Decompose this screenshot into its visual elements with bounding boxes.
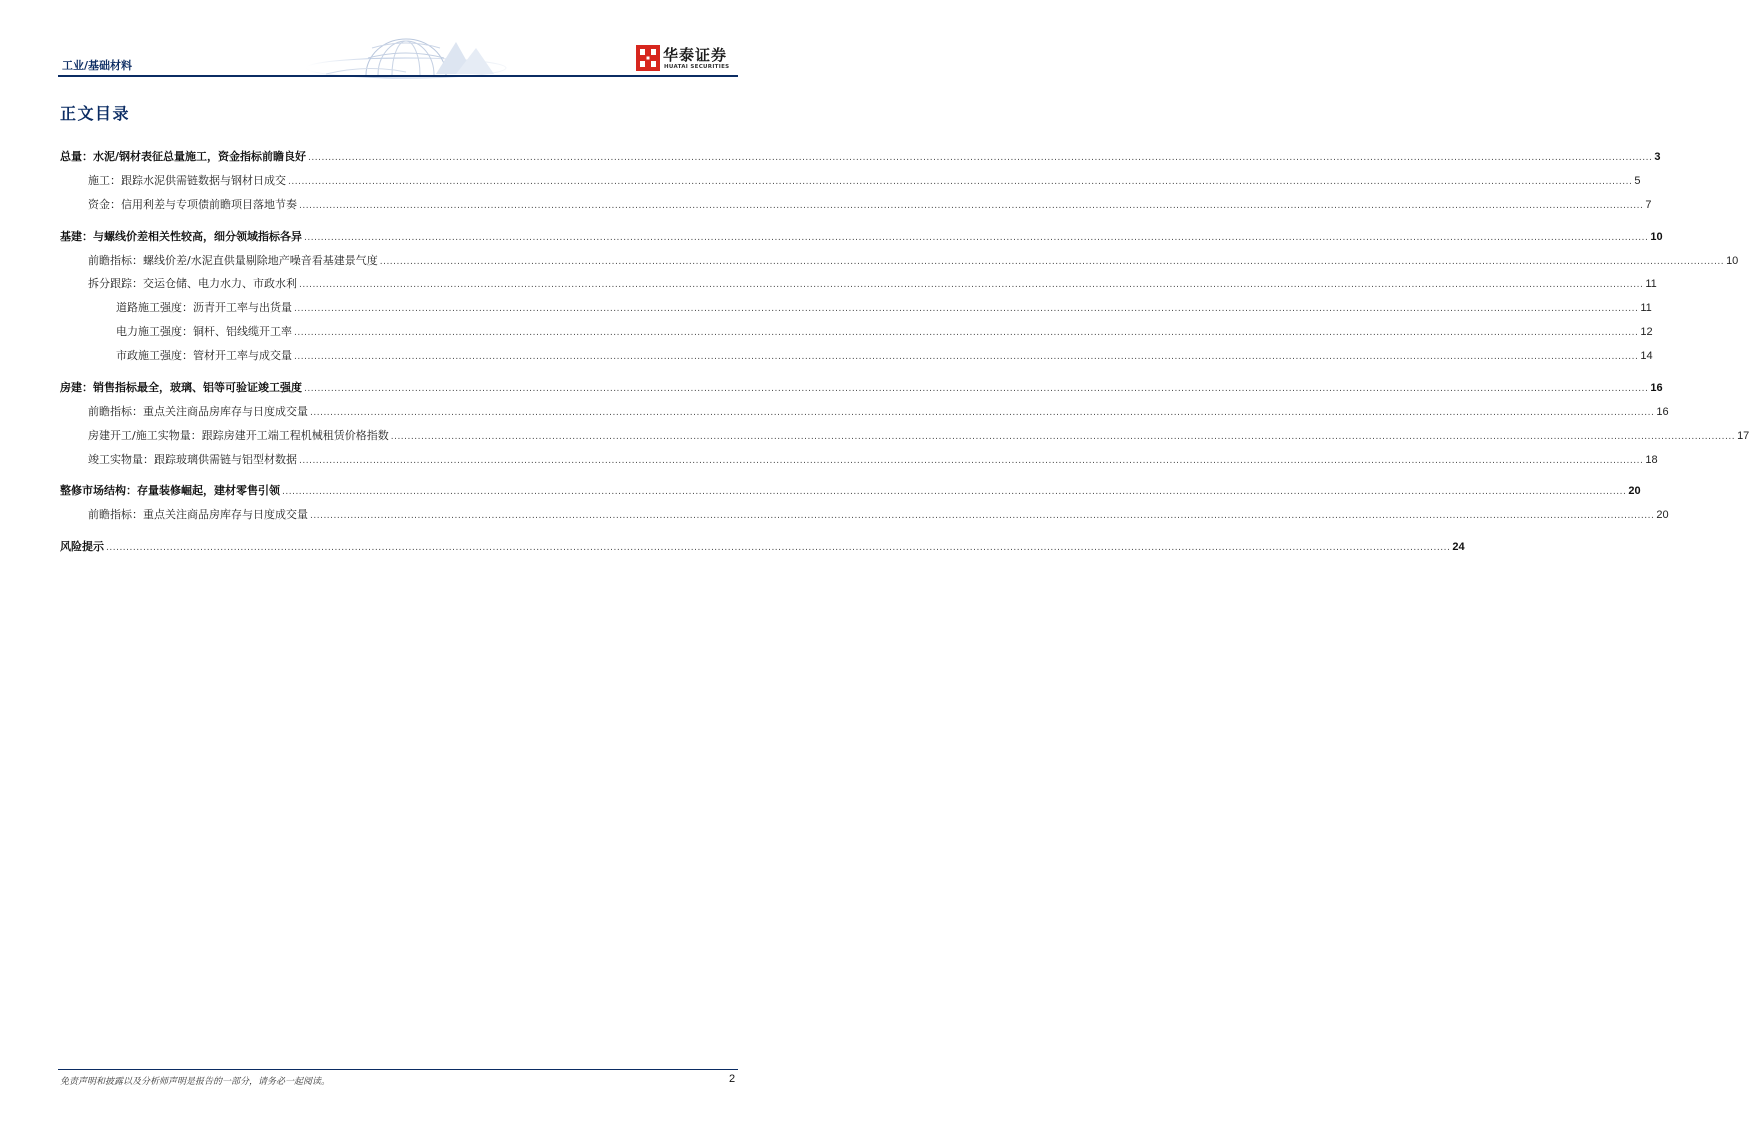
toc-dot-leader: ................................................................................................................................................................................................................................................................................................................................................................................................................ [288,177,1633,187]
toc-entry[interactable] [60,228,1663,244]
toc-entry[interactable] [60,379,1663,395]
toc-dot-leader: ................................................................................................................................................................................................................................................................................................................................................................................................................ [294,352,1639,362]
toc-entry[interactable] [116,347,1653,363]
toc-entry-label: 整修市场结构：存量装修崛起，建材零售引领 [60,484,280,497]
footer-disclaimer: 免责声明和披露以及分析师声明是报告的一部分，请务必一起阅读。 [60,1077,331,1087]
toc-dot-leader: ................................................................................................................................................................................................................................................................................................................................................................................................................ [304,384,1649,394]
toc-entry-page: 10 [1650,231,1663,243]
toc-entry[interactable] [88,403,1669,419]
toc-dot-leader: ................................................................................................................................................................................................................................................................................................................................................................................................................ [379,257,1725,267]
toc-dot-leader: ................................................................................................................................................................................................................................................................................................................................................................................................................ [294,328,1639,338]
toc-entry-label: 房建开工/施工实物量：跟踪房建开工端工程机械租赁价格指数 [88,429,389,442]
toc-entry-label: 前瞻指标：重点关注商品房库存与日度成交量 [88,405,308,418]
logo-en-text: HUATAI SECURITIES [664,64,730,70]
toc-entry-label: 前瞻指标：重点关注商品房库存与日度成交量 [88,508,308,521]
toc-entry-page: 7 [1645,199,1652,211]
toc-entry-page: 16 [1656,406,1669,418]
toc-entry[interactable] [88,275,1657,291]
toc-entry-label: 总量：水泥/钢材表征总量施工，资金指标前瞻良好 [60,150,307,163]
toc-entry[interactable] [88,196,1652,212]
toc-entry-page: 5 [1634,175,1641,187]
globe-decoration [296,34,526,76]
toc-entry[interactable] [88,252,1739,268]
toc-entry-page: 20 [1656,509,1669,521]
toc-entry-label: 电力施工强度：铜杆、铝线缆开工率 [116,325,292,338]
footer-divider [58,1069,738,1070]
toc-entry-page: 16 [1650,382,1663,394]
toc-entry[interactable] [116,299,1652,315]
toc-entry-label: 竣工实物量：跟踪玻璃供需链与铝型材数据 [88,453,297,466]
toc-dot-leader: ................................................................................................................................................................................................................................................................................................................................................................................................................ [299,280,1644,290]
toc-entry-page: 24 [1452,541,1465,553]
logo-cn-text: 华泰证券 [663,46,728,64]
toc-entry-label: 前瞻指标：螺线价差/水泥直供量剔除地产噪音看基建景气度 [88,254,378,267]
toc-entry[interactable] [88,506,1669,522]
toc-entry-label: 市政施工强度：管材开工率与成交量 [116,349,292,362]
toc-entry-page: 17 [1737,430,1749,442]
toc-dot-leader: ................................................................................................................................................................................................................................................................................................................................................................................................................ [299,201,1644,211]
toc-dot-leader: ................................................................................................................................................................................................................................................................................................................................................................................................................ [299,456,1644,466]
toc-entry-label: 道路施工强度：沥青开工率与出货量 [116,301,292,314]
toc-entry-page: 18 [1645,454,1658,466]
toc-dot-leader: ................................................................................................................................................................................................................................................................................................................................................................................................................ [308,153,1653,163]
toc-entry-page: 11 [1640,302,1652,314]
toc-dot-leader: ................................................................................................................................................................................................................................................................................................................................................................................................................ [390,432,1736,442]
toc-dot-leader: ................................................................................................................................................................................................................................................................................................................................................................................................................ [310,408,1655,418]
toc-dot-leader: ................................................................................................................................................................................................................................................................................................................................................................................................................ [106,543,1451,553]
toc-entry[interactable] [88,172,1641,188]
toc-entry[interactable] [88,427,1749,443]
toc-entry-page: 20 [1628,485,1641,497]
header-divider [58,75,738,77]
toc-entry[interactable] [116,323,1653,339]
toc-entry-page: 10 [1726,255,1739,267]
toc-entry-label: 房建：销售指标最全，玻璃、铝等可验证竣工强度 [60,381,302,394]
toc-entry-label: 风险提示 [60,540,104,553]
page-title: 正文目录 [60,104,131,123]
toc-entry-label: 基建：与螺线价差相关性较高，细分领域指标各异 [60,230,302,243]
toc-entry[interactable] [60,482,1641,498]
toc-entry[interactable] [88,451,1658,467]
header-category: 工业/基础材料 [62,59,133,72]
toc-entry[interactable] [60,148,1661,164]
toc-entry-page: 14 [1640,350,1653,362]
huatai-logo-mark-icon [636,45,660,71]
toc-dot-leader: ................................................................................................................................................................................................................................................................................................................................................................................................................ [294,304,1639,314]
huatai-logo [636,44,740,74]
toc-entry-page: 11 [1645,278,1657,290]
toc-entry-page: 12 [1640,326,1653,338]
toc-dot-leader: ................................................................................................................................................................................................................................................................................................................................................................................................................ [304,233,1649,243]
toc-dot-leader: ................................................................................................................................................................................................................................................................................................................................................................................................................ [282,487,1627,497]
toc-entry-page: 3 [1654,151,1661,163]
toc-entry-label: 资金：信用利差与专项债前瞻项目落地节奏 [88,198,297,211]
toc-entry-label: 拆分跟踪：交运仓储、电力水力、市政水利 [88,277,297,290]
toc-entry-label: 施工：跟踪水泥供需链数据与钢材日成交 [88,174,286,187]
toc-entry[interactable] [60,538,1465,554]
page-number: 2 [729,1073,736,1085]
toc-dot-leader: ................................................................................................................................................................................................................................................................................................................................................................................................................ [310,511,1655,521]
